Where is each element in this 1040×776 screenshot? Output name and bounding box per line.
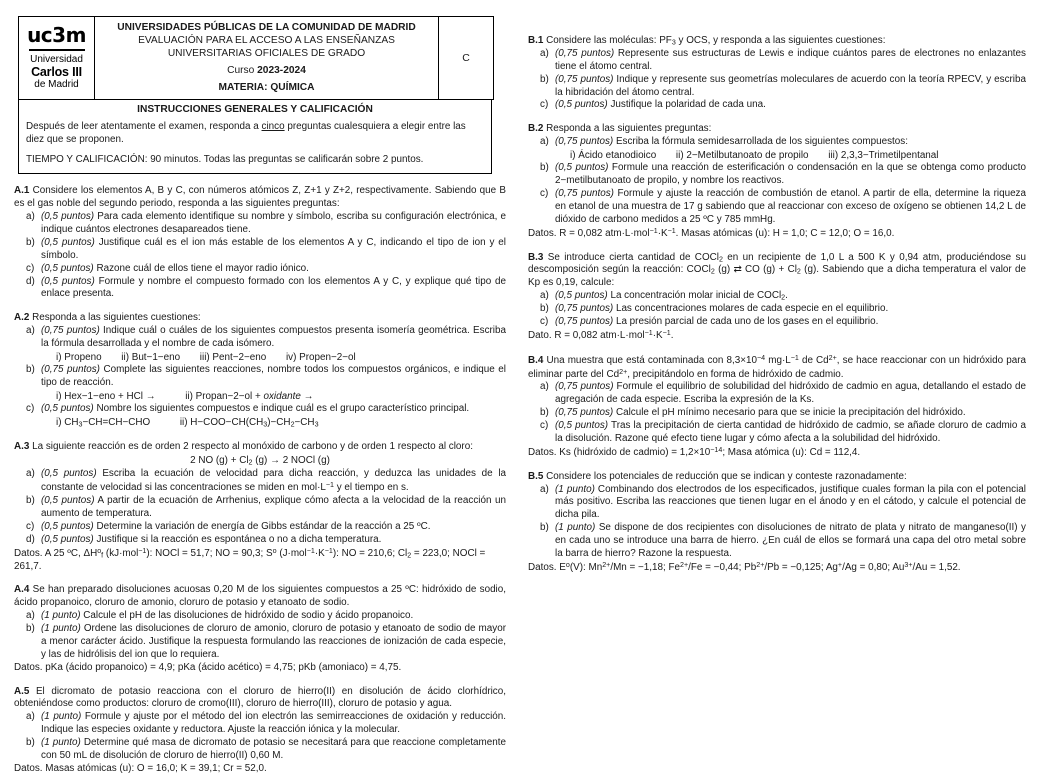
course-prefix: Curso	[227, 65, 258, 77]
question-part	[26, 403, 506, 430]
part-text: Escriba la ecuación de velocidad para dicha reacción, y deduzca las unidades de la constante de velocidad si las concentraciones se miden en $mol\cdot L^{-1}$ y el tiempo en s.	[41, 468, 506, 494]
question-stem	[14, 441, 506, 454]
part-label: a)	[540, 136, 549, 148]
question-block	[528, 252, 1026, 343]
question-parts	[528, 48, 1026, 112]
logo-line-de-madrid: de Madrid	[34, 79, 79, 91]
part-label: d)	[26, 533, 35, 545]
question-part	[26, 364, 506, 403]
right-column	[520, 0, 1040, 720]
part-text: Formule una reacción de esterificación o condensación en la que se obtenga como producto 2−metilbutanoato de propilo, y nombre los reactivos.	[555, 162, 1026, 187]
part-text: Las concentraciones molares de cada especie en el equilibrio.	[613, 303, 889, 315]
part-label: c)	[26, 403, 35, 415]
part-points: (0,5 puntos)	[41, 236, 95, 248]
part-text: Escriba la fórmula semidesarrollada de los siguientes compuestos:	[613, 136, 908, 148]
question-stem	[14, 686, 506, 712]
question-part	[540, 290, 1026, 303]
part-text: Calcule el pH mínimo necesario para que se inicie la precipitación del hidróxido.	[613, 407, 966, 419]
question-part	[26, 211, 506, 237]
part-points: (1 punto)	[41, 610, 81, 622]
question-stem-text: Una muestra que está contaminada con $8,3\times 10^{-4}$ $mg\cdot L^{-1}$ de $Cd^{2+}$, se hace reaccionar con un hidróxido para eliminar parte del $Cd^{2+}$, precipitándolo en forma de hidróxido de cadmio.	[528, 353, 1026, 380]
question-part	[26, 610, 506, 623]
question-stem	[528, 252, 1026, 291]
part-points: (0,75 puntos)	[555, 73, 614, 85]
instructions-p1-underlined: cinco	[261, 121, 285, 133]
part-points: (0,75 puntos)	[555, 407, 614, 419]
header-subject: MATERIA: QUÍMICA	[218, 82, 315, 94]
part-points: (1 punto)	[41, 623, 81, 635]
question-number: A.4	[14, 584, 33, 596]
instructions-paragraph-1	[26, 120, 484, 146]
question-number: B.3	[528, 251, 548, 263]
question-data-note: Datos. pKa (ácido propanoico) = 4,9; pKa (ácido acético) = 4,75; pKb (amoniaco) = 4,75.	[14, 661, 402, 673]
part-subitems: i) Propeno ii) But−1−eno iii) Pent−2−eno iv) Propen−2−ol	[56, 351, 356, 363]
question-data-note: Datos. Ks (hidróxido de cadmio) = $1,2\times 10^{-14}$; Masa atómica (u): Cd = 112,4.	[528, 445, 861, 458]
part-points: (0,5 puntos)	[41, 211, 95, 223]
question-block	[14, 312, 506, 430]
part-subitems: i) $CH_3-CH=CH-CHO$ ii) $H-COO-CH(CH_3)-CH_2-CH_3$	[56, 417, 319, 429]
question-block	[14, 686, 506, 776]
question-stem	[14, 584, 506, 610]
part-label: a)	[540, 47, 549, 59]
question-part	[26, 468, 506, 495]
part-text: Justifique si la reacción es espontánea o no a dicha temperatura.	[93, 533, 382, 545]
question-data-note: Dato. R = 0,082 $atm\cdot L\cdot mol^{-1}\cdot K^{-1}$.	[528, 328, 674, 341]
question-part	[540, 136, 1026, 162]
question-block	[528, 35, 1026, 112]
question-part	[540, 420, 1026, 446]
exam-header-titles	[95, 17, 439, 99]
part-text: Formule y ajuste la reacción de combustión de etanol. A partir de ella, determine la riqueza en etanol de una muestra de 17 g sabiendo que al reaccionar con exceso de oxígeno se obtienen 14,2 L de dióxido de carbono medidos a 25 ºC y 785 mmHg.	[555, 188, 1026, 225]
part-text: Determine qué masa de dicromato de potasio se necesitará para que reaccione completamente con 50 mL de disolución de cloruro de hierro(II) 0,60 M.	[41, 737, 506, 761]
part-points: (0,5 puntos)	[555, 99, 608, 111]
instructions-p1-pre: Después de leer atentamente el examen, responda a	[26, 121, 262, 133]
part-points: (0,5 puntos)	[41, 468, 97, 480]
question-part	[26, 276, 506, 302]
question-part	[26, 623, 506, 662]
question-number: A.1	[14, 185, 33, 197]
part-subitems: i) Ácido etanodioico ii) 2−Metilbutanoato de propilo iii) 2,3,3−Trimetilpentanal	[570, 150, 939, 161]
part-text: Razone cuál de ellos tiene el mayor radio iónico.	[93, 262, 309, 274]
question-number: B.5	[528, 470, 547, 482]
part-text: Para cada elemento identifique su nombre y símbolo, escriba su configuración electrónica, e indique cuántos electrones desapareados tiene.	[41, 211, 506, 236]
instructions-title: INSTRUCCIONES GENERALES Y CALIFICACIÓN	[137, 104, 373, 116]
question-part	[26, 521, 506, 534]
question-stem-text: Se introduce cierta cantidad de COCl$_2$ en un recipiente de 1,0 L a 500 K y 0,94 atm, produciéndose su descomposición según la reacción: COCl$_2$ (g) ⇄ CO $(g) + Cl_2$ (g). Sabiendo que a dicha temperatura el valor de Kp es 0,19, calcule:	[528, 251, 1026, 289]
logo-wordmark: uc3m	[27, 23, 86, 48]
question-block	[14, 441, 506, 573]
part-points: (0,5 puntos)	[555, 420, 609, 432]
question-part	[540, 188, 1026, 227]
question-stem-text: Responda a las siguientes preguntas:	[546, 123, 712, 135]
part-label: b)	[26, 236, 35, 248]
part-text: Ordene las disoluciones de cloruro de amonio, cloruro de potasio y etanoato de sodio de mayor a menor carácter ácido. Justifique la respuesta formulando las reacciones de ionización de cada especie, y las de hidrólisis del ion que lo requiera.	[41, 623, 506, 660]
question-stem	[528, 123, 1026, 136]
question-stem	[528, 35, 1026, 48]
header-title-line3: UNIVERSITARIAS OFICIALES DE GRADO	[167, 48, 366, 60]
question-part	[26, 495, 506, 521]
uc3m-logo	[19, 17, 95, 99]
instructions-p1-post: preguntas cualesquiera a elegir entre las diez que se proponen.	[26, 121, 466, 146]
question-part	[540, 48, 1026, 74]
question-stem-text: Considere las moléculas: $PF_3$ y OCS, y responda a las siguientes cuestiones:	[546, 35, 886, 47]
part-label: b)	[540, 162, 549, 174]
question-number: B.4	[528, 354, 547, 366]
question-data-note: Datos. $E^o(V)$: $Mn^{2+}/Mn = -1,18$; $Fe^{2+}/Fe = -0,44$; $Pb^{2+}/Pb = -0,125$; Ag+/Ag = 0,80; $Au^{3+}/Au = 1,52$.	[528, 560, 961, 573]
question-part	[26, 237, 506, 263]
part-label: a)	[26, 468, 35, 480]
question-number: B.2	[528, 123, 547, 135]
question-number: A.3	[14, 441, 33, 453]
part-label: c)	[540, 188, 549, 200]
part-points: (0,5 puntos)	[41, 262, 94, 274]
part-label: c)	[26, 520, 35, 532]
header-course	[101, 64, 432, 77]
part-points: (1 punto)	[555, 522, 596, 534]
part-label: b)	[540, 522, 549, 534]
part-label: a)	[540, 381, 549, 393]
question-block	[528, 123, 1026, 240]
part-text: Formule y nombre el compuesto formado con los elementos A y C, y explique qué tipo de enlace presenta.	[41, 275, 507, 300]
part-text: Determine la variación de energía de Gibbs estándar de la reacción a 25 ºC.	[93, 520, 431, 532]
part-label: b)	[540, 303, 549, 315]
course-value: 2023-2024	[257, 65, 306, 77]
part-points: (0,75 puntos)	[555, 315, 614, 327]
part-points: (0,5 puntos)	[41, 495, 95, 507]
part-points: (0,5 puntos)	[41, 533, 94, 545]
question-parts	[14, 211, 506, 301]
header-title-line1: UNIVERSIDADES PÚBLICAS DE LA COMUNIDAD DE MADRID	[117, 22, 416, 33]
question-part	[540, 74, 1026, 100]
part-label: a)	[26, 211, 35, 223]
exam-header-table	[18, 16, 494, 100]
question-part	[540, 303, 1026, 316]
part-points: (0,5 puntos)	[555, 290, 608, 302]
question-part	[26, 263, 506, 276]
part-text: Complete las siguientes reacciones, nombre todos los compuestos orgánicos, e indique el tipo de reacción.	[41, 364, 506, 389]
question-stem	[14, 185, 506, 211]
question-stem-text: Se han preparado disoluciones acuosas 0,20 M de los siguientes compuestos a 25 ºC: hidróxido de sodio, ácido propanoico, cloruro de amonio, cloruro de potasio y etanoato de sodio.	[14, 584, 506, 609]
instructions-box	[18, 100, 492, 174]
question-data-note: Datos. Masas atómicas (u): O = 16,0; K = 39,1; Cr = 52,0.	[14, 762, 267, 774]
question-part	[540, 407, 1026, 420]
question-part	[26, 737, 506, 763]
part-points: (0,75 puntos)	[555, 47, 615, 59]
part-label: b)	[26, 623, 35, 635]
part-label: a)	[26, 610, 35, 622]
part-points: (0,5 puntos)	[41, 520, 94, 532]
question-part	[540, 316, 1026, 329]
question-part	[540, 522, 1026, 561]
part-points: (0,75 puntos)	[41, 364, 100, 376]
part-text: Formule el equilibrio de solubilidad del hidróxido de cadmio en agua, detallando el estado de agregación de cada especie. Escriba la expresión de la Ks.	[555, 381, 1026, 406]
part-points: (0,75 puntos)	[555, 303, 614, 315]
question-number: B.1	[528, 35, 547, 46]
question-stem-text: La siguiente reacción es de orden 2 respecto al monóxido de carbono y de orden 1 respecto al cloro:	[32, 441, 473, 453]
part-text: A partir de la ecuación de Arrhenius, explique cómo afecta a la velocidad de la reacción un aumento de temperatura.	[41, 495, 506, 520]
question-stem-text: Responda a las siguientes cuestiones:	[32, 312, 201, 324]
question-parts	[14, 610, 506, 662]
part-text: Tras la precipitación de cierta cantidad de hidróxido de cadmio, se añade cloruro de cadmio a la disolución. Razone qué efecto tiene lugar y cómo afecta a la solubilidad del hidróxido.	[555, 420, 1026, 444]
part-points: (1 punto)	[41, 737, 81, 749]
part-label: b)	[26, 364, 35, 376]
question-parts	[528, 484, 1026, 561]
question-parts	[528, 290, 1026, 329]
part-points: (0,5 puntos)	[41, 403, 94, 415]
question-stem-text: Considere los elementos A, B y C, con números atómicos Z, Z+1 y Z+2, respectivamente. Sabiendo que B es el gas noble del segundo periodo, responda a las siguientes preguntas:	[14, 185, 506, 210]
part-text: La presión parcial de cada uno de los gases en el equilibrio.	[613, 315, 879, 327]
question-part	[540, 381, 1026, 407]
part-text: Represente sus estructuras de Lewis e indique cuántos pares de electrones no enlazantes tiene el átomo central.	[555, 47, 1026, 72]
question-data-note: Datos. A 25 ºC, $\Delta H^o_f$ (kJ·mol$^{-1}$): NOCl = 51,7; NO = 90,3; $S^o$ $(J\cdot mol^{-1}\cdot K^{-1})$: NO = 210,6; $Cl_2 = 223,0$; NOCl = 261,7.	[14, 546, 486, 572]
exam-code-cell: C	[462, 52, 470, 65]
logo-line-universidad: Universidad	[30, 53, 83, 65]
part-points: (0,5 puntos)	[555, 162, 609, 174]
question-stem	[14, 312, 506, 325]
left-column	[0, 0, 520, 774]
question-part	[540, 162, 1026, 188]
question-parts	[14, 711, 506, 763]
part-label: a)	[26, 325, 35, 337]
chemical-equation: 2 NO $(g) + Cl_2$ (g) → 2 NOCl (g)	[190, 455, 330, 467]
part-points: (0,75 puntos)	[41, 325, 100, 337]
question-stem	[528, 354, 1026, 382]
right-questions-list	[528, 35, 1026, 575]
question-parts	[528, 136, 1026, 227]
part-text: Justifique cuál es el ion más estable de los elementos A y C, indicando el tipo de ion y el símbolo.	[41, 236, 506, 261]
part-points: (1 punto)	[555, 483, 595, 495]
part-label: a)	[540, 483, 549, 495]
question-part	[26, 325, 506, 364]
question-block	[14, 185, 506, 301]
part-label: c)	[26, 262, 35, 274]
part-subitems: i) Hex−1−eno + HCl → ii) Propan−2−ol + oxidante →	[56, 391, 314, 403]
header-title-line2: EVALUACIÓN PARA EL ACCESO A LAS ENSEÑANZAS	[138, 35, 395, 47]
part-label: c)	[540, 99, 549, 111]
part-label: b)	[26, 737, 35, 749]
part-label: c)	[540, 315, 549, 327]
part-points: (0,75 puntos)	[555, 136, 614, 148]
logo-divider	[29, 49, 85, 50]
part-label: b)	[540, 73, 549, 85]
question-number: A.2	[14, 312, 33, 324]
question-number: A.5	[14, 685, 36, 697]
question-stem-text: Considere los potenciales de reducción que se indican y conteste razonadamente:	[546, 470, 907, 482]
part-text: Indique cuál o cuáles de los siguientes compuestos presenta isomería geométrica. Escriba la fórmula desarrollada y el nombre de cada isómero.	[41, 325, 506, 350]
part-text: Indique y represente sus geometrías moleculares de acuerdo con la teoría RPECV, y escriba la hibridación del átomo central.	[555, 73, 1026, 98]
part-text: Combinando dos electrodos de los especificados, justifique cuales forman la pila con el potencial más positivo. Escriba las reacciones que tienen lugar en el ánodo y en el cátodo, y calcule el potencial de dicha pila.	[555, 483, 1026, 521]
question-stem	[528, 471, 1026, 484]
part-label: a)	[540, 290, 549, 302]
part-label: a)	[26, 711, 35, 723]
part-label: b)	[540, 407, 549, 419]
question-stem-text: El dicromato de potasio reacciona con el cloruro de hierro(II) en disolución de ácido clorhídrico, obteniéndose como productos: cloruro de cromo(III), cloruro de hierro(III), cloruro de potasio y agua.	[14, 685, 506, 710]
part-points: (0,75 puntos)	[555, 188, 614, 200]
question-part	[26, 534, 506, 547]
question-block	[528, 354, 1026, 460]
part-points: (0,75 puntos)	[555, 381, 614, 393]
question-parts	[528, 381, 1026, 445]
part-text: Nombre los siguientes compuestos e indique cuál es el grupo característico principal.	[93, 403, 470, 415]
part-label: c)	[540, 420, 549, 432]
question-data-note: Datos. R = 0,082 $atm\cdot L\cdot mol^{-1}\cdot K^{-1}$. Masas atómicas (u): H = 1,0; C = 12,0; O = 16,0.	[528, 226, 895, 239]
part-text: Se dispone de dos recipientes con disoluciones de nitrato de plata y nitrato de manganeso(II) y en cada uno se introduce una barra de hierro. ¿En cuál de ellos se formará una capa del otro metal sobre la barra de hierro? Razone la respuesta.	[555, 522, 1026, 559]
question-parts	[14, 325, 506, 430]
instructions-paragraph-2: TIEMPO Y CALIFICACIÓN: 90 minutos. Todas las preguntas se calificarán sobre 2 puntos.	[26, 154, 424, 166]
part-label: b)	[26, 495, 35, 507]
part-text: Justifique la polaridad de cada una.	[607, 99, 766, 111]
question-part	[540, 484, 1026, 523]
part-points: (0,5 puntos)	[41, 275, 95, 287]
part-text: La concentración molar inicial de COCl$_2$.	[607, 290, 788, 302]
part-label: d)	[26, 275, 35, 287]
question-block	[14, 584, 506, 674]
question-part	[540, 99, 1026, 112]
logo-line-carlos-iii: Carlos III	[31, 65, 82, 80]
part-text: Formule y ajuste por el método del ion electrón las semirreacciones de oxidación y reducción. Indique las especies oxidante y reductora. Ajuste la reacción iónica y la molecular.	[41, 711, 507, 736]
question-block	[528, 471, 1026, 575]
left-questions-list	[14, 185, 506, 775]
part-points: (1 punto)	[41, 711, 82, 723]
question-parts	[14, 468, 506, 546]
question-part	[26, 711, 506, 737]
part-text: Calcule el pH de las disoluciones de hidróxido de sodio y ácido propanoico.	[80, 610, 414, 622]
